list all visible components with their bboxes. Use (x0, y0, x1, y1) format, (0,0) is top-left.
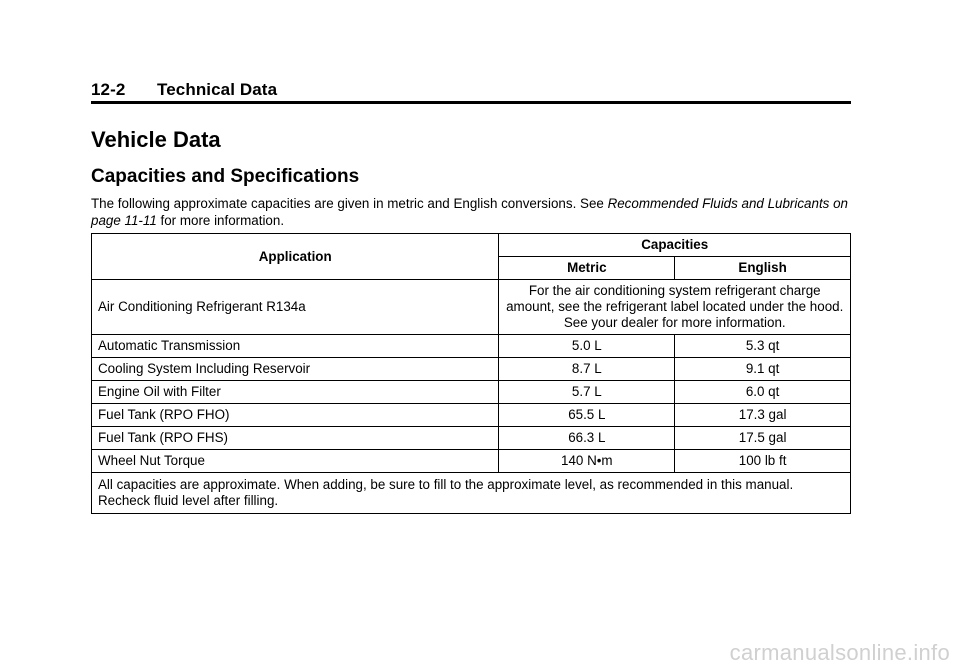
chapter-title: Technical Data (157, 80, 278, 99)
page-number: 12-2 (91, 80, 126, 99)
table-row (92, 427, 851, 450)
table-row (92, 404, 851, 427)
table-header-row (92, 234, 851, 257)
metric-cell: 65.5 L (499, 404, 675, 427)
refrigerant-note-cell: For the air conditioning system refrigerant charge amount, see the refrigerant label located under the hood. See your dealer for more information. (499, 280, 851, 335)
subsection-title: Capacities and Specifications (91, 166, 360, 187)
application-header: Application (92, 234, 499, 280)
application-cell: Fuel Tank (RPO FHS) (92, 427, 499, 450)
page-header (91, 80, 851, 100)
application-cell: Fuel Tank (RPO FHO) (92, 404, 499, 427)
intro-text-after: for more information. (156, 213, 285, 228)
application-cell: Air Conditioning Refrigerant R134a (92, 280, 499, 335)
fluids-reference: Recommended Fluids and Lubricants on page 11-11 (91, 196, 848, 228)
capacities-footnote: All capacities are approximate. When adding, be sure to fill to the approximate level, as recommended in this manual. Recheck fluid level after filling. (92, 473, 851, 514)
english-cell: 5.3 qt (675, 335, 851, 358)
metric-header: Metric (499, 257, 675, 280)
metric-cell: 8.7 L (499, 358, 675, 381)
metric-cell: 140 N•m (499, 450, 675, 473)
intro-paragraph (91, 195, 851, 229)
table-footnote-row (92, 473, 851, 514)
application-cell: Automatic Transmission (92, 335, 499, 358)
metric-cell: 5.0 L (499, 335, 675, 358)
application-cell: Engine Oil with Filter (92, 381, 499, 404)
watermark: carmanualsonline.info (729, 640, 950, 665)
capacities-header: Capacities (499, 234, 851, 257)
metric-cell: 66.3 L (499, 427, 675, 450)
english-cell: 6.0 qt (675, 381, 851, 404)
section-title: Vehicle Data (91, 127, 221, 152)
english-cell: 17.5 gal (675, 427, 851, 450)
table-row (92, 381, 851, 404)
table-row (92, 335, 851, 358)
intro-text-before: The following approximate capacities are given in metric and English conversions. See (91, 196, 608, 211)
table-row (92, 358, 851, 381)
capacities-table (91, 233, 851, 514)
application-cell: Wheel Nut Torque (92, 450, 499, 473)
english-cell: 17.3 gal (675, 404, 851, 427)
english-cell: 100 lb ft (675, 450, 851, 473)
english-header: English (675, 257, 851, 280)
metric-cell: 5.7 L (499, 381, 675, 404)
english-cell: 9.1 qt (675, 358, 851, 381)
table-row (92, 450, 851, 473)
table-row (92, 280, 851, 335)
header-rule (91, 101, 851, 104)
application-cell: Cooling System Including Reservoir (92, 358, 499, 381)
